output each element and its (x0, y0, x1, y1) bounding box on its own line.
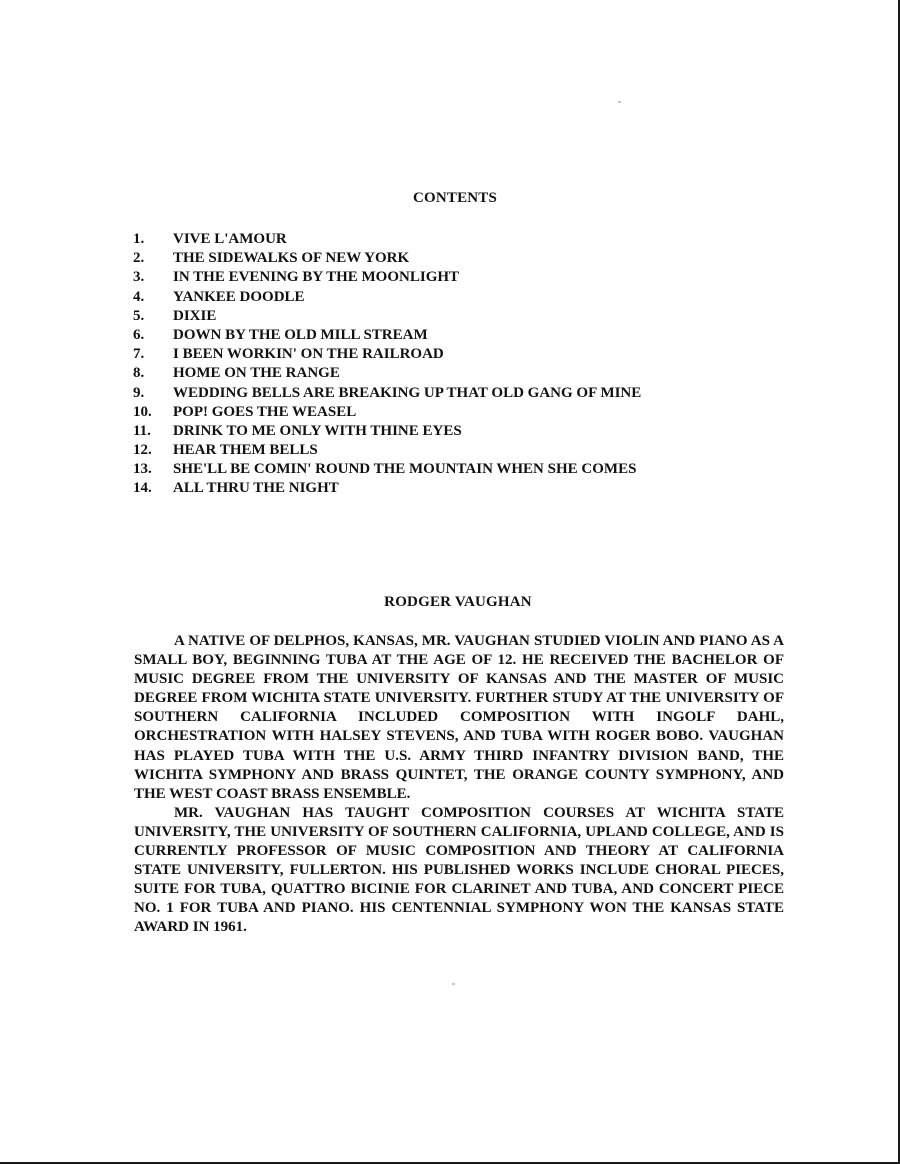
biography-heading: RODGER VAUGHAN (384, 594, 532, 610)
contents-item (133, 345, 641, 364)
contents-item-title: DRINK TO ME ONLY WITH THINE EYES (173, 422, 462, 439)
contents-item-number: 4. (133, 288, 145, 305)
biography-paragraph: MR. VAUGHAN HAS TAUGHT COMPOSITION COURSES AT WICHITA STATE UNIVERSITY, THE UNIVERSITY OF SOUTHERN CALIFORNIA, UPLAND COLLEGE, AND IS CURRENTLY PROFESSOR OF MUSIC COMPOSITION AND THEORY AT CALIFORNIA STATE UNIVERSITY, FULLERTON. HIS PUBLISHED WORKS INCLUDE CHORAL PIECES, SUITE FOR TUBA, QUATTRO BICINIE FOR CLARINET AND TUBA, AND CONCERT PIECE NO. 1 FOR TUBA AND PIANO. HIS CENTENNIAL SYMPHONY WON THE KANSAS STATE AWARD IN 1961. (134, 804, 784, 936)
contents-item-number: 12. (133, 442, 152, 459)
contents-item-number: 2. (133, 250, 145, 267)
contents-item-title: VIVE L'AMOUR (173, 231, 287, 247)
contents-item (133, 422, 641, 441)
contents-item-number: 5. (133, 307, 145, 324)
contents-item-number: 8. (133, 365, 145, 382)
contents-list (133, 230, 641, 499)
contents-item (133, 288, 641, 307)
contents-item (133, 326, 641, 345)
contents-item-number: 6. (133, 326, 145, 343)
contents-item-title: DIXIE (173, 307, 217, 324)
contents-item-title: HOME ON THE RANGE (173, 365, 340, 382)
contents-item (133, 384, 641, 403)
biography-paragraph: A NATIVE OF DELPHOS, KANSAS, MR. VAUGHAN STUDIED VIOLIN AND PIANO AS A SMALL BOY, BEGINNING TUBA AT THE AGE OF 12. HE RECEIVED THE BACHELOR OF MUSIC DEGREE FROM THE UNIVERSITY OF KANSAS AND THE MASTER OF MUSIC DEGREE FROM WICHITA STATE UNIVERSITY. FURTHER STUDY AT THE UNIVERSITY OF SOUTHERN CALIFORNIA INCLUDED COMPOSITION WITH INGOLF DAHL, ORCHESTRATION WITH HALSEY STEVENS, AND TUBA WITH ROGER BOBO. VAUGHAN HAS PLAYED TUBA WITH THE U.S. ARMY THIRD INFANTRY DIVISION BAND, THE WICHITA SYMPHONY AND BRASS QUINTET, THE ORANGE COUNTY SYMPHONY, AND THE WEST COAST BRASS ENSEMBLE. (134, 633, 784, 802)
contents-item-title: SHE'LL BE COMIN' ROUND THE MOUNTAIN WHEN SHE COMES (173, 461, 637, 478)
contents-item-number: 14. (133, 480, 152, 497)
contents-item-number: 3. (133, 269, 145, 286)
contents-item-title: WEDDING BELLS ARE BREAKING UP THAT OLD GANG OF MINE (173, 384, 642, 401)
contents-item (133, 460, 641, 479)
contents-item (133, 307, 641, 326)
contents-item-title: YANKEE DOODLE (173, 288, 305, 305)
contents-item (133, 230, 641, 249)
contents-item-number: 9. (133, 384, 145, 401)
contents-item (133, 403, 641, 422)
contents-item-number: 11. (133, 422, 151, 439)
contents-heading: CONTENTS (412, 190, 498, 206)
contents-item-number: 10. (133, 403, 152, 420)
contents-item-title: POP! GOES THE WEASEL (173, 403, 357, 420)
contents-item-title: ALL THRU THE NIGHT (173, 480, 339, 497)
scan-speck (452, 983, 455, 985)
contents-item (133, 249, 641, 268)
contents-item-title: I BEEN WORKIN' ON THE RAILROAD (173, 346, 444, 363)
contents-item (133, 441, 641, 460)
contents-item-title: HEAR THEM BELLS (173, 442, 318, 459)
scan-speck (618, 101, 621, 103)
contents-item-number: 1. (133, 231, 145, 247)
contents-item (133, 268, 641, 287)
contents-item-title: THE SIDEWALKS OF NEW YORK (173, 250, 410, 267)
biography-text (134, 632, 784, 938)
contents-item-title: IN THE EVENING BY THE MOONLIGHT (173, 269, 460, 286)
contents-item-number: 7. (133, 346, 145, 363)
contents-item (133, 364, 641, 383)
contents-item-number: 13. (133, 461, 152, 478)
contents-item-title: DOWN BY THE OLD MILL STREAM (173, 326, 428, 343)
contents-item (133, 479, 641, 498)
